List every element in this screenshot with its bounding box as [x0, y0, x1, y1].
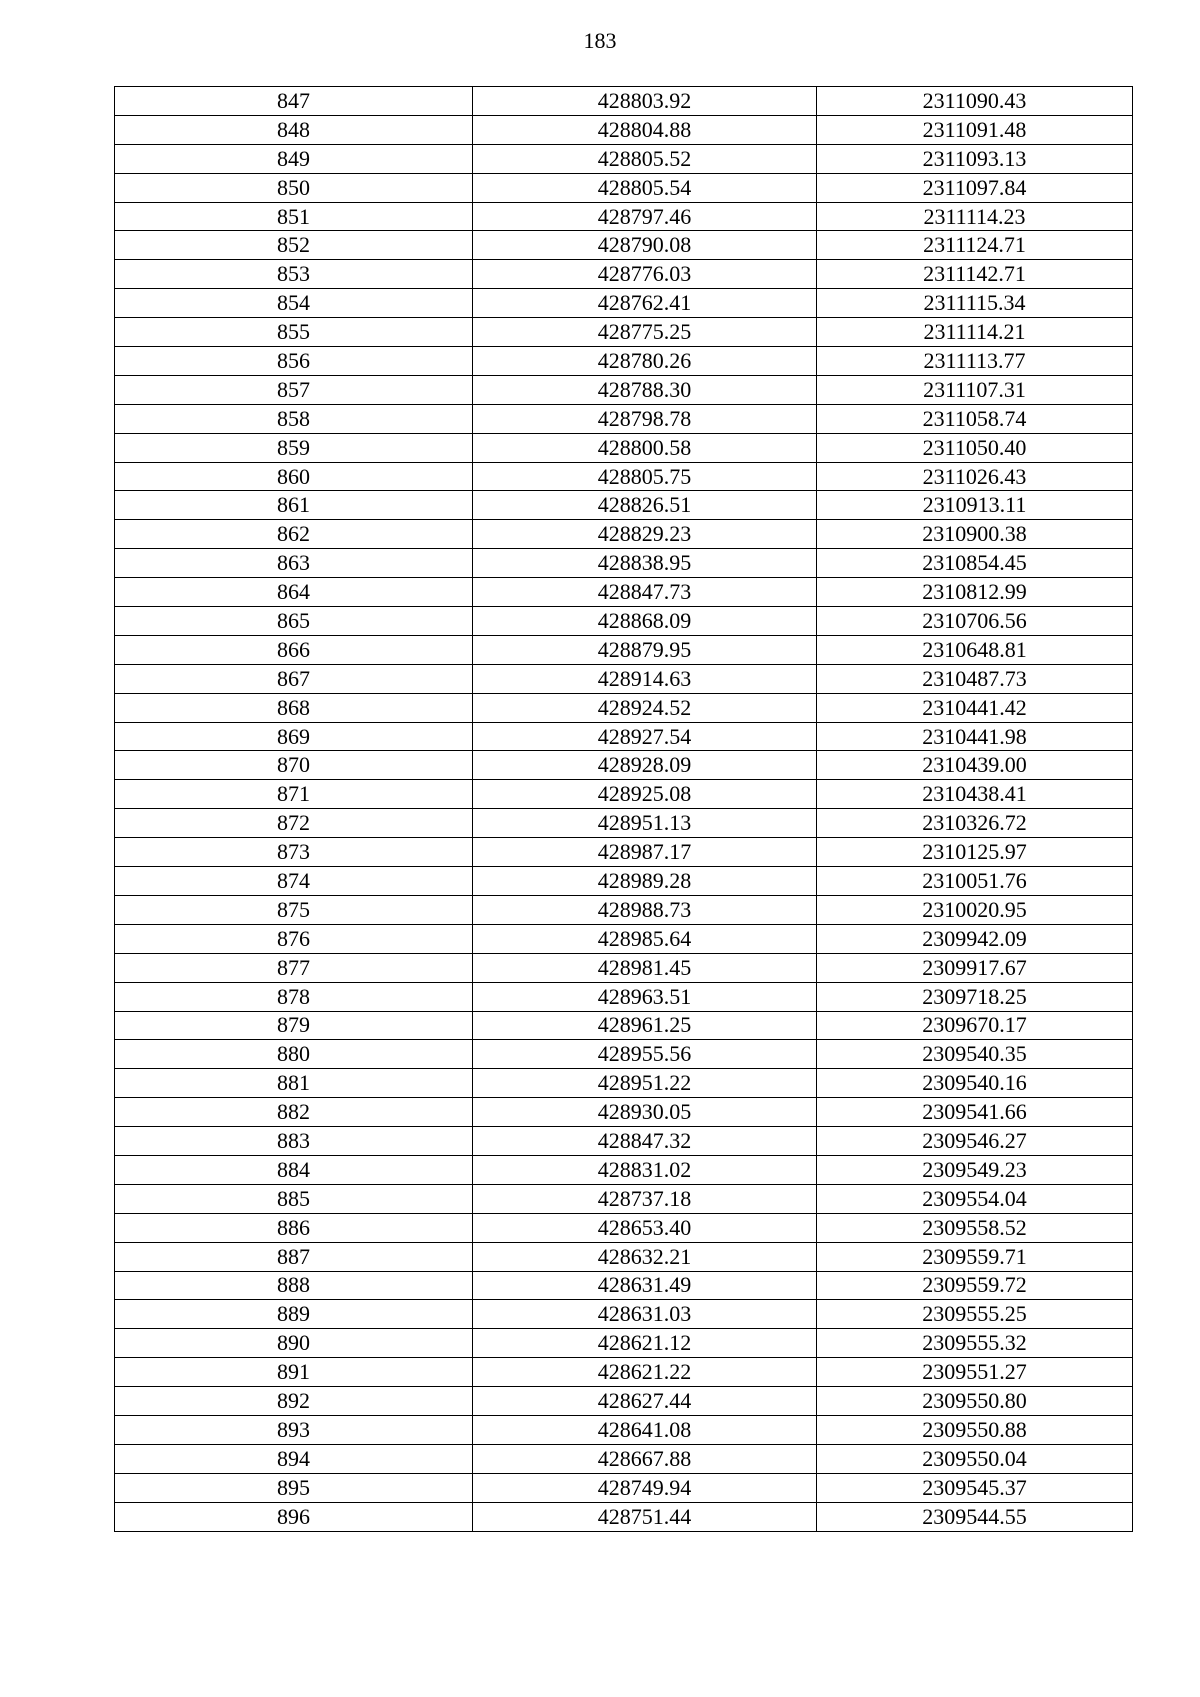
y-coordinate-cell: 2311142.71: [817, 260, 1133, 289]
x-coordinate-cell: 428798.78: [473, 404, 817, 433]
table-row: [115, 549, 1133, 578]
point-number-cell: 877: [115, 953, 473, 982]
table-row: [115, 1444, 1133, 1473]
y-coordinate-cell: 2310125.97: [817, 838, 1133, 867]
x-coordinate-cell: 428826.51: [473, 491, 817, 520]
y-coordinate-cell: 2311097.84: [817, 173, 1133, 202]
y-coordinate-cell: 2310487.73: [817, 664, 1133, 693]
y-coordinate-cell: 2309545.37: [817, 1473, 1133, 1502]
table-row: [115, 1358, 1133, 1387]
x-coordinate-cell: 428790.08: [473, 231, 817, 260]
table-row: [115, 404, 1133, 433]
y-coordinate-cell: 2310648.81: [817, 635, 1133, 664]
x-coordinate-cell: 428928.09: [473, 751, 817, 780]
x-coordinate-cell: 428847.32: [473, 1127, 817, 1156]
x-coordinate-cell: 428653.40: [473, 1213, 817, 1242]
table-row: [115, 520, 1133, 549]
table-row: [115, 202, 1133, 231]
page-number: 183: [583, 28, 617, 53]
x-coordinate-cell: 428780.26: [473, 347, 817, 376]
point-number-cell: 848: [115, 115, 473, 144]
table-row: [115, 375, 1133, 404]
x-coordinate-cell: 428927.54: [473, 722, 817, 751]
point-number-cell: 851: [115, 202, 473, 231]
x-coordinate-cell: 428632.21: [473, 1242, 817, 1271]
y-coordinate-cell: 2311090.43: [817, 87, 1133, 116]
table-row: [115, 491, 1133, 520]
y-coordinate-cell: 2310441.98: [817, 722, 1133, 751]
table-row: [115, 953, 1133, 982]
table-row: [115, 231, 1133, 260]
table-row: [115, 1184, 1133, 1213]
y-coordinate-cell: 2310441.42: [817, 693, 1133, 722]
x-coordinate-cell: 428631.49: [473, 1271, 817, 1300]
x-coordinate-cell: 428914.63: [473, 664, 817, 693]
y-coordinate-cell: 2309549.23: [817, 1155, 1133, 1184]
table-row: [115, 462, 1133, 491]
x-coordinate-cell: 428775.25: [473, 318, 817, 347]
x-coordinate-cell: 428963.51: [473, 982, 817, 1011]
y-coordinate-cell: 2309550.88: [817, 1415, 1133, 1444]
table-row: [115, 1127, 1133, 1156]
x-coordinate-cell: 428955.56: [473, 1040, 817, 1069]
y-coordinate-cell: 2309718.25: [817, 982, 1133, 1011]
table-row: [115, 1329, 1133, 1358]
x-coordinate-cell: 428776.03: [473, 260, 817, 289]
table-row: [115, 115, 1133, 144]
point-number-cell: 891: [115, 1358, 473, 1387]
point-number-cell: 874: [115, 867, 473, 896]
y-coordinate-cell: 2309917.67: [817, 953, 1133, 982]
point-number-cell: 890: [115, 1329, 473, 1358]
x-coordinate-cell: 428621.12: [473, 1329, 817, 1358]
y-coordinate-cell: 2310326.72: [817, 809, 1133, 838]
point-number-cell: 853: [115, 260, 473, 289]
y-coordinate-cell: 2309559.72: [817, 1271, 1133, 1300]
point-number-cell: 850: [115, 173, 473, 202]
x-coordinate-cell: 428805.52: [473, 144, 817, 173]
point-number-cell: 863: [115, 549, 473, 578]
x-coordinate-cell: 428621.22: [473, 1358, 817, 1387]
x-coordinate-cell: 428930.05: [473, 1098, 817, 1127]
coordinates-table: [114, 86, 1133, 1532]
table-row: [115, 1473, 1133, 1502]
x-coordinate-cell: 428667.88: [473, 1444, 817, 1473]
x-coordinate-cell: 428749.94: [473, 1473, 817, 1502]
point-number-cell: 881: [115, 1069, 473, 1098]
table-row: [115, 1271, 1133, 1300]
y-coordinate-cell: 2309551.27: [817, 1358, 1133, 1387]
table-row: [115, 693, 1133, 722]
point-number-cell: 854: [115, 289, 473, 318]
y-coordinate-cell: 2309555.32: [817, 1329, 1133, 1358]
table-row: [115, 607, 1133, 636]
x-coordinate-cell: 428829.23: [473, 520, 817, 549]
y-coordinate-cell: 2310051.76: [817, 867, 1133, 896]
table-row: [115, 1242, 1133, 1271]
table-row: [115, 895, 1133, 924]
point-number-cell: 886: [115, 1213, 473, 1242]
x-coordinate-cell: 428831.02: [473, 1155, 817, 1184]
x-coordinate-cell: 428627.44: [473, 1387, 817, 1416]
point-number-cell: 889: [115, 1300, 473, 1329]
x-coordinate-cell: 428641.08: [473, 1415, 817, 1444]
x-coordinate-cell: 428838.95: [473, 549, 817, 578]
y-coordinate-cell: 2311091.48: [817, 115, 1133, 144]
table-row: [115, 1040, 1133, 1069]
x-coordinate-cell: 428985.64: [473, 924, 817, 953]
point-number-cell: 876: [115, 924, 473, 953]
x-coordinate-cell: 428762.41: [473, 289, 817, 318]
y-coordinate-cell: 2311107.31: [817, 375, 1133, 404]
table-row: [115, 722, 1133, 751]
point-number-cell: 856: [115, 347, 473, 376]
y-coordinate-cell: 2310706.56: [817, 607, 1133, 636]
x-coordinate-cell: 428751.44: [473, 1502, 817, 1531]
y-coordinate-cell: 2311093.13: [817, 144, 1133, 173]
x-coordinate-cell: 428924.52: [473, 693, 817, 722]
y-coordinate-cell: 2310812.99: [817, 578, 1133, 607]
y-coordinate-cell: 2311124.71: [817, 231, 1133, 260]
table-row: [115, 751, 1133, 780]
x-coordinate-cell: 428737.18: [473, 1184, 817, 1213]
point-number-cell: 879: [115, 1011, 473, 1040]
y-coordinate-cell: 2309554.04: [817, 1184, 1133, 1213]
table-row: [115, 433, 1133, 462]
x-coordinate-cell: 428981.45: [473, 953, 817, 982]
point-number-cell: 883: [115, 1127, 473, 1156]
point-number-cell: 869: [115, 722, 473, 751]
point-number-cell: 875: [115, 895, 473, 924]
point-number-cell: 871: [115, 780, 473, 809]
y-coordinate-cell: 2309942.09: [817, 924, 1133, 953]
x-coordinate-cell: 428951.13: [473, 809, 817, 838]
x-coordinate-cell: 428800.58: [473, 433, 817, 462]
x-coordinate-cell: 428803.92: [473, 87, 817, 116]
y-coordinate-cell: 2309550.04: [817, 1444, 1133, 1473]
y-coordinate-cell: 2310439.00: [817, 751, 1133, 780]
point-number-cell: 868: [115, 693, 473, 722]
point-number-cell: 894: [115, 1444, 473, 1473]
point-number-cell: 888: [115, 1271, 473, 1300]
x-coordinate-cell: 428925.08: [473, 780, 817, 809]
y-coordinate-cell: 2311114.21: [817, 318, 1133, 347]
point-number-cell: 892: [115, 1387, 473, 1416]
x-coordinate-cell: 428788.30: [473, 375, 817, 404]
y-coordinate-cell: 2310900.38: [817, 520, 1133, 549]
x-coordinate-cell: 428868.09: [473, 607, 817, 636]
coordinates-table-body: [115, 87, 1133, 1532]
y-coordinate-cell: 2309670.17: [817, 1011, 1133, 1040]
table-row: [115, 1415, 1133, 1444]
y-coordinate-cell: 2310020.95: [817, 895, 1133, 924]
y-coordinate-cell: 2309540.16: [817, 1069, 1133, 1098]
x-coordinate-cell: 428797.46: [473, 202, 817, 231]
y-coordinate-cell: 2309555.25: [817, 1300, 1133, 1329]
point-number-cell: 867: [115, 664, 473, 693]
y-coordinate-cell: 2311113.77: [817, 347, 1133, 376]
table-row: [115, 867, 1133, 896]
table-row: [115, 809, 1133, 838]
y-coordinate-cell: 2311050.40: [817, 433, 1133, 462]
point-number-cell: 896: [115, 1502, 473, 1531]
point-number-cell: 852: [115, 231, 473, 260]
x-coordinate-cell: 428988.73: [473, 895, 817, 924]
y-coordinate-cell: 2309550.80: [817, 1387, 1133, 1416]
point-number-cell: 873: [115, 838, 473, 867]
point-number-cell: 885: [115, 1184, 473, 1213]
table-row: [115, 87, 1133, 116]
table-row: [115, 144, 1133, 173]
table-row: [115, 260, 1133, 289]
point-number-cell: 880: [115, 1040, 473, 1069]
y-coordinate-cell: 2311114.23: [817, 202, 1133, 231]
table-row: [115, 1011, 1133, 1040]
point-number-cell: 860: [115, 462, 473, 491]
y-coordinate-cell: 2309541.66: [817, 1098, 1133, 1127]
point-number-cell: 866: [115, 635, 473, 664]
table-row: [115, 1502, 1133, 1531]
y-coordinate-cell: 2311058.74: [817, 404, 1133, 433]
y-coordinate-cell: 2311115.34: [817, 289, 1133, 318]
x-coordinate-cell: 428961.25: [473, 1011, 817, 1040]
point-number-cell: 864: [115, 578, 473, 607]
x-coordinate-cell: 428631.03: [473, 1300, 817, 1329]
y-coordinate-cell: 2309540.35: [817, 1040, 1133, 1069]
y-coordinate-cell: 2309546.27: [817, 1127, 1133, 1156]
x-coordinate-cell: 428805.75: [473, 462, 817, 491]
point-number-cell: 893: [115, 1415, 473, 1444]
x-coordinate-cell: 428987.17: [473, 838, 817, 867]
y-coordinate-cell: 2309544.55: [817, 1502, 1133, 1531]
point-number-cell: 857: [115, 375, 473, 404]
x-coordinate-cell: 428989.28: [473, 867, 817, 896]
x-coordinate-cell: 428951.22: [473, 1069, 817, 1098]
x-coordinate-cell: 428879.95: [473, 635, 817, 664]
point-number-cell: 847: [115, 87, 473, 116]
point-number-cell: 878: [115, 982, 473, 1011]
table-row: [115, 1300, 1133, 1329]
point-number-cell: 884: [115, 1155, 473, 1184]
table-row: [115, 1098, 1133, 1127]
point-number-cell: 858: [115, 404, 473, 433]
table-row: [115, 664, 1133, 693]
table-row: [115, 924, 1133, 953]
x-coordinate-cell: 428804.88: [473, 115, 817, 144]
point-number-cell: 859: [115, 433, 473, 462]
y-coordinate-cell: 2311026.43: [817, 462, 1133, 491]
point-number-cell: 895: [115, 1473, 473, 1502]
table-row: [115, 982, 1133, 1011]
table-row: [115, 289, 1133, 318]
point-number-cell: 855: [115, 318, 473, 347]
table-row: [115, 635, 1133, 664]
table-row: [115, 318, 1133, 347]
y-coordinate-cell: 2310854.45: [817, 549, 1133, 578]
y-coordinate-cell: 2309559.71: [817, 1242, 1133, 1271]
y-coordinate-cell: 2310438.41: [817, 780, 1133, 809]
point-number-cell: 865: [115, 607, 473, 636]
point-number-cell: 870: [115, 751, 473, 780]
table-row: [115, 1069, 1133, 1098]
table-row: [115, 838, 1133, 867]
point-number-cell: 887: [115, 1242, 473, 1271]
point-number-cell: 872: [115, 809, 473, 838]
point-number-cell: 882: [115, 1098, 473, 1127]
table-row: [115, 780, 1133, 809]
point-number-cell: 862: [115, 520, 473, 549]
point-number-cell: 861: [115, 491, 473, 520]
x-coordinate-cell: 428805.54: [473, 173, 817, 202]
table-row: [115, 173, 1133, 202]
table-row: [115, 347, 1133, 376]
y-coordinate-cell: 2309558.52: [817, 1213, 1133, 1242]
x-coordinate-cell: 428847.73: [473, 578, 817, 607]
y-coordinate-cell: 2310913.11: [817, 491, 1133, 520]
table-row: [115, 578, 1133, 607]
point-number-cell: 849: [115, 144, 473, 173]
table-row: [115, 1387, 1133, 1416]
table-row: [115, 1213, 1133, 1242]
table-row: [115, 1155, 1133, 1184]
